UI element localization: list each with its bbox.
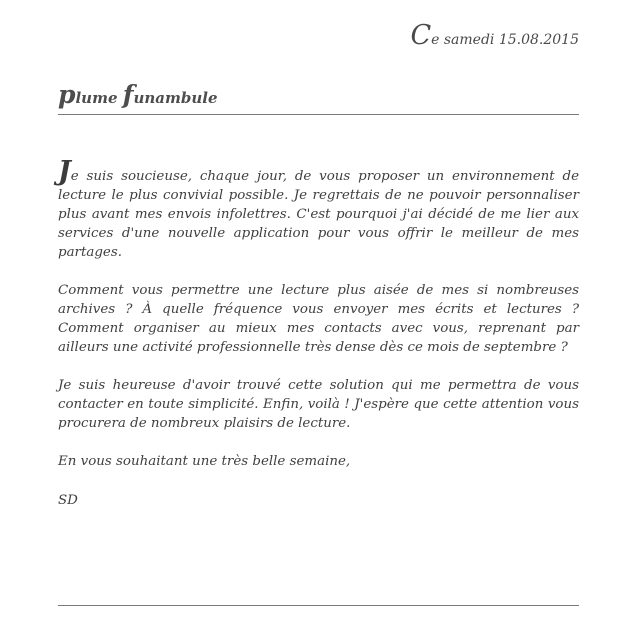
brand-first-initial: p <box>58 80 76 109</box>
header-divider <box>58 114 579 115</box>
brand-title <box>58 82 218 107</box>
date-line <box>410 22 579 49</box>
date-initial: C <box>410 20 432 51</box>
paragraph-questions: Comment vous permettre une lecture plus aisée de mes si nombreuses archives ? À quelle fréquence vous envoyer mes écrits et lectures ? Comment organiser au mieux mes contacts avec vous, reprenant par ailleurs une activité professionnelle très dense dès ce mois de septembre ? <box>58 283 579 355</box>
paragraph-intro <box>58 158 579 262</box>
signature: SD <box>58 493 78 508</box>
letter-page <box>58 0 579 621</box>
dropcap: J <box>58 156 71 187</box>
paragraph-solution: Je suis heureuse d'avoir trouvé cette solution qui me permettra de vous contacter en toute simplicité. Enfin, voilà ! J'espère que cette attention vous procurera de nombreux plaisirs de lecture. <box>58 378 579 431</box>
brand-first-word: lume <box>75 89 123 107</box>
closing-line: En vous souhaitant une très belle semaine, <box>58 454 351 469</box>
letter-body <box>58 158 579 510</box>
brand-second-word: unambule <box>133 89 218 107</box>
brand-second-initial: f <box>122 80 134 109</box>
date-text: e samedi 15.08.2015 <box>431 32 579 48</box>
footer-divider <box>58 605 579 606</box>
paragraph-intro-text: e suis soucieuse, chaque jour, de vous proposer un environnement de lecture le plus convivial possible. Je regrettais de ne pouvoir personnaliser plus avant mes envois infolettres. C'est pourquoi j'ai décidé de me lier aux services d'une nouvelle application pour vous offrir le meilleur de mes partages. <box>58 169 579 260</box>
